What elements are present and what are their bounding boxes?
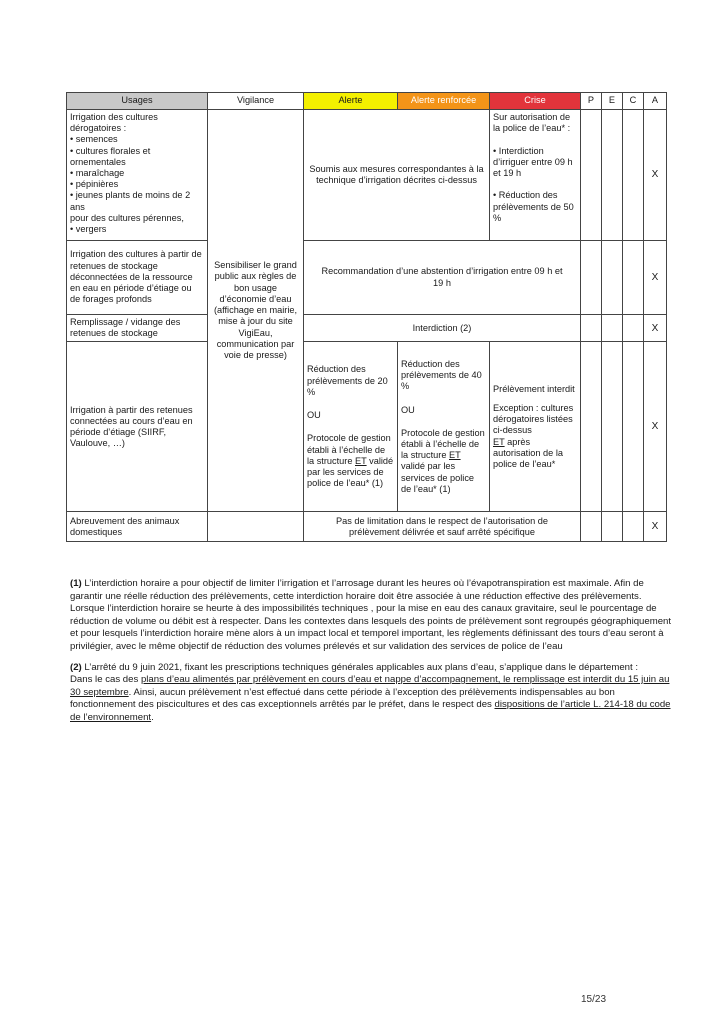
a-cell: X — [644, 315, 667, 342]
footnote-2-underlined1: plans d’eau alimentés par prélèvement en cours d’eau et nappe d’accompagnement, le remplissage est interdit du 15 juin au 30 septembre — [70, 674, 670, 698]
crise-interdit: Prélèvement interdit — [493, 383, 575, 394]
header-alerte-renforcee: Alerte renforcée — [398, 93, 490, 110]
alerte-protocole-text2: validé par les services de police de l’eau* (1) — [307, 455, 394, 489]
crise-cell — [490, 342, 581, 512]
header-row — [67, 93, 667, 110]
a-cell: X — [644, 110, 667, 241]
p-cell — [581, 342, 602, 512]
ar-protocole-text: Protocole de gestion établi à l’échelle de la structure — [401, 427, 485, 461]
alerte-protocole-text: Protocole de gestion établi à l’échelle de la structure — [307, 433, 391, 466]
footnote-2-part1: Dans le cas des — [70, 674, 141, 686]
header-e: E — [602, 93, 623, 110]
usage-cell: Irrigation des cultures dérogatoires : • semences • cultures florales et ornementales • maraîchage • pépinières • jeunes plants de moins de 2 ans pour des cultures pérennes, • vergers — [67, 110, 208, 241]
c-cell — [623, 512, 644, 542]
table-row — [67, 110, 667, 241]
footnote-2 — [70, 662, 676, 675]
a-cell: X — [644, 342, 667, 512]
table-row — [67, 315, 667, 342]
footnote-2-label: (2) — [70, 661, 82, 673]
footnote-1-label: (1) — [70, 578, 82, 589]
alerte-renforcee-cell — [398, 342, 490, 512]
p-cell — [581, 241, 602, 315]
footnote-2-part2: . Ainsi, aucun prélèvement n’est effectué dans cette période à l’exception des prélèvements indispensables au bon fonctionnement des piscicultures et des cas exceptionnels arrêtés par le préfet, dans le respect des — [70, 686, 615, 711]
usage-cell: Remplissage / vidange des retenues de stockage — [67, 315, 208, 342]
alerte-reduction: Réduction des prélèvements de 20 % — [307, 364, 388, 397]
footnote-2-underlined2: dispositions de l’article L. 214-18 du code de l’environnement — [70, 699, 671, 723]
header-vigilance: Vigilance — [208, 93, 304, 110]
crise-exception — [493, 403, 577, 470]
crise-exception-text: Exception : cultures dérogatoires listées ci-dessus — [493, 402, 574, 436]
c-cell — [623, 241, 644, 315]
table-row — [67, 512, 667, 542]
footnote-2-part3: . — [151, 711, 154, 723]
usage-cell: Irrigation à partir des retenues connectées au cours d’eau en période d’étiage (SIIRF, Vaulouve, …) — [67, 342, 208, 512]
header-alerte: Alerte — [304, 93, 398, 110]
e-cell — [602, 512, 623, 542]
header-p: P — [581, 93, 602, 110]
vigilance-cell: Sensibiliser le grand public aux règles de bon usage d’économie d’eau (affichage en mairie, mise à jour du site VigiEau, communication par voie de presse) — [208, 110, 304, 512]
merged-measure-cell — [304, 315, 581, 342]
ar-reduction: Réduction des prélèvements de 40 % — [401, 358, 482, 392]
ar-protocole — [401, 428, 486, 495]
c-cell — [623, 110, 644, 241]
alerte-merged-cell: Soumis aux mesures correspondantes à la technique d’irrigation décrites ci-dessus — [304, 110, 490, 241]
footnote-1 — [70, 578, 676, 603]
e-cell — [602, 315, 623, 342]
footnotes — [70, 578, 676, 725]
crise-exception-text2: après autorisation de la police de l’eau* — [493, 436, 563, 469]
header-a: A — [644, 93, 667, 110]
footnote-2-text: L’arrêté du 9 juin 2021, fixant les prescriptions techniques générales applicables aux plans d’eau, s’applique dans le département : — [81, 661, 638, 673]
a-cell: X — [644, 512, 667, 542]
p-cell — [581, 110, 602, 241]
footnote-1-text: L’interdiction horaire a pour objectif de limiter l’irrigation et l’arrosage durant les heures où l’évapotranspiration est maximale. Afin de garantir une réelle réduction des prélèvements, cette interdiction horaire doit être associée à une réduction effective des prélèvements. — [70, 578, 644, 602]
table-row — [67, 241, 667, 315]
header-c: C — [623, 93, 644, 110]
crise-cell: Sur autorisation de la police de l’eau* : • Interdiction d’irriguer entre 09 h et 19 h • Réduction des prélèvements de 50 % — [490, 110, 581, 241]
e-cell — [602, 241, 623, 315]
footnote-1-continued: Lorsque l’interdiction horaire se heurte à des impossibilités techniques , pour la mise en eau des canaux gravitaire, seul le pourcentage de réduction de volume ou débit est à respecter. Dans les contextes dans lesquels des points de prélèvement sont regroupés géographiquement et pour lesquels l’interdiction horaire mène alors à un impact local et temporel important, les règlements définissant des tours d’eau seront à privilégier, avec le même objectif de réduction des volumes prélevés et sur validation des services de police de l’eau — [70, 603, 672, 652]
alerte-protocole — [307, 433, 394, 489]
e-cell — [602, 110, 623, 241]
table-row — [67, 342, 667, 512]
vigilance-empty-cell — [208, 512, 304, 542]
usage-cell: Irrigation des cultures à partir de retenues de stockage déconnectées de la ressource en eau en période d’étiage ou de forages profonds — [67, 241, 208, 315]
usage-cell: Abreuvement des animaux domestiques — [67, 512, 208, 542]
merged-measure-cell: Pas de limitation dans le respect de l’autorisation de prélèvement délivrée et sauf arrêté spécifique — [304, 512, 581, 542]
ar-et: ET — [449, 450, 461, 461]
page-number: 15/23 — [581, 994, 607, 1005]
merged-measure-cell: Recommandation d’une abstention d’irrigation entre 09 h et 19 h — [304, 241, 581, 315]
p-cell — [581, 512, 602, 542]
footnote-2-detail — [70, 674, 676, 724]
c-cell — [623, 342, 644, 512]
header-crise: Crise — [490, 93, 581, 110]
crise-et: ET — [493, 436, 505, 447]
e-cell — [602, 342, 623, 512]
restrictions-table — [66, 92, 667, 542]
p-cell — [581, 315, 602, 342]
interdiction-label: Interdiction (2) — [412, 322, 472, 333]
alerte-cell — [304, 342, 398, 512]
ar-ou: OU — [401, 404, 415, 415]
header-usages: Usages — [67, 93, 208, 110]
a-cell: X — [644, 241, 667, 315]
ar-protocole-text2: validé par les services de police de l’eau* (1) — [401, 461, 475, 494]
alerte-ou: OU — [307, 410, 321, 421]
alerte-et: ET — [355, 455, 367, 466]
c-cell — [623, 315, 644, 342]
